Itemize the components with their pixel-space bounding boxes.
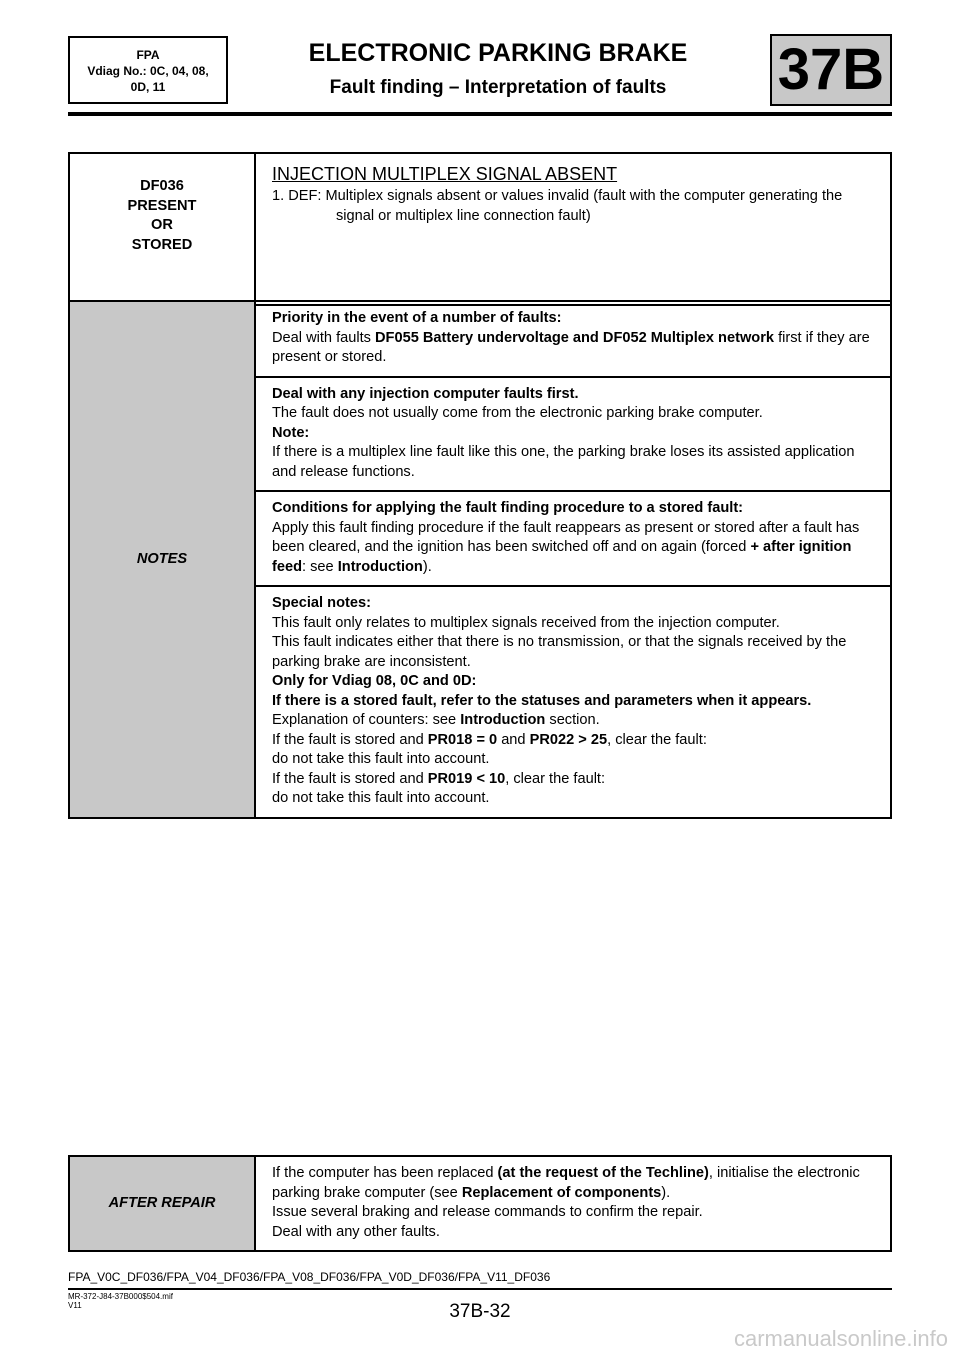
special-line-2: This fault indicates either that there is no transmission, or that the signals received by the parking brake are inconsistent.: [272, 634, 847, 670]
special-vdiag-note: Only for Vdiag 08, 0C and 0D:: [272, 673, 477, 689]
c1-text: If the fault is stored and: [272, 731, 428, 748]
after-repair-table: [68, 1155, 892, 1252]
special-condition-1-line-2: do not take this fault into account.: [272, 751, 490, 767]
vdiag-line-2: Vdiag No.: 0C, 04, 08,: [87, 64, 209, 78]
after-repair-content-cell: [255, 1156, 891, 1251]
after-text-3: ).: [661, 1184, 671, 1201]
conditions-text-2: : see: [302, 558, 338, 575]
special-condition-2-line-2: do not take this fault into account.: [272, 790, 490, 806]
vdiag-box: [68, 36, 228, 104]
after-repair-text: [272, 1164, 878, 1203]
footer-mif-version: V11: [68, 1301, 82, 1310]
vdiag-line-1: FPA: [136, 48, 160, 62]
footer-rule: [68, 1288, 892, 1290]
after-text-1: If the computer has been replaced: [272, 1165, 498, 1181]
c2-pr019: PR019 < 10: [427, 770, 506, 787]
conditions-text: [272, 519, 878, 578]
counters-text: Explanation of counters: see: [272, 712, 461, 728]
injection-heading: Deal with any injection computer faults first.: [272, 385, 579, 402]
injection-note-label: Note:: [272, 424, 310, 441]
injection-line-2: If there is a multiplex line fault like this one, the parking brake loses its assisted application and release functions.: [272, 444, 855, 480]
fault-status-or: OR: [151, 217, 173, 233]
fault-status-stored: STORED: [131, 236, 193, 253]
fault-code: DF036: [140, 178, 184, 194]
after-repair-line-2: Issue several braking and release commands to confirm the repair.: [272, 1204, 703, 1220]
watermark: carmanualsonline.info: [733, 1326, 948, 1351]
fault-status-cell: [69, 153, 255, 305]
after-repair-line-3: Deal with any other faults.: [272, 1223, 440, 1240]
special-stored-note: If there is a stored fault, refer to the statuses and parameters when it appears.: [272, 692, 812, 709]
fault-description-cell: [255, 153, 891, 305]
notes-label: NOTES: [136, 550, 188, 567]
notes-injection-cell: [255, 377, 891, 492]
priority-heading: Priority in the event of a number of faults:: [272, 310, 562, 326]
priority-text-1: Deal with faults: [272, 329, 376, 346]
c2-end: , clear the fault:: [505, 770, 606, 787]
special-heading: Special notes:: [272, 595, 371, 611]
fault-table: [68, 152, 892, 306]
counters-end: section.: [545, 712, 600, 728]
page-subtitle: Fault finding – Interpretation of faults: [329, 77, 667, 98]
conditions-text-3: ).: [422, 558, 432, 575]
notes-label-cell: [69, 301, 255, 818]
after-replacement-ref: Replacement of components: [461, 1184, 662, 1201]
page-number: 37B-32: [449, 1301, 511, 1322]
injection-line-1: The fault does not usually come from the electronic parking brake computer.: [272, 405, 763, 421]
conditions-introduction-ref: Introduction: [337, 558, 423, 575]
counters-introduction-ref: Introduction: [460, 712, 546, 728]
priority-text: [272, 329, 878, 368]
notes-conditions-cell: [255, 491, 891, 586]
special-counters: [272, 711, 878, 731]
after-text-2: , initialise the electronic parking brake computer (see: [272, 1165, 860, 1201]
page-title: ELECTRONIC PARKING BRAKE: [308, 39, 688, 67]
c1-pr022: PR022 > 25: [529, 731, 608, 748]
conditions-feed: + after ignition feed: [272, 539, 852, 575]
conditions-heading: Conditions for applying the fault finding procedure to a stored fault:: [272, 500, 744, 516]
fault-definition: 1. DEF: Multiplex signals absent or values invalid (fault with the computer generating the signal or multiplex line connection fault): [272, 188, 843, 224]
conditions-text-1: Apply this fault finding procedure if the fault reappears as present or stored after a fault has been cleared, and the ignition has been switched off and on again (forced: [272, 519, 860, 555]
header-rule: [68, 112, 892, 116]
special-condition-1: [272, 731, 878, 751]
c1-and: and: [497, 731, 530, 748]
footer-reference: FPA_V0C_DF036/FPA_V04_DF036/FPA_V08_DF036/FPA_V0D_DF036/FPA_V11_DF036: [68, 1270, 551, 1284]
fault-status-present: PRESENT: [127, 197, 197, 214]
c1-end: , clear the fault:: [607, 731, 707, 748]
c2-text: If the fault is stored and: [272, 770, 428, 787]
special-line-1: This fault only relates to multiplex signals received from the injection computer.: [272, 614, 780, 631]
priority-faults: DF055 Battery undervoltage and DF052 Multiplex network: [375, 329, 775, 346]
footer-mif-file: MR-372-J84-37B000$504.mif: [68, 1292, 173, 1301]
vdiag-line-3: 0D, 11: [130, 80, 166, 94]
after-techline: (at the request of the Techline): [497, 1165, 709, 1181]
after-repair-label-cell: [69, 1156, 255, 1251]
priority-text-2: first if they are present or stored.: [272, 329, 870, 365]
c1-pr018: PR018 = 0: [427, 731, 498, 748]
after-repair-label: AFTER REPAIR: [108, 1194, 216, 1211]
fault-title: INJECTION MULTIPLEX SIGNAL ABSENT: [272, 164, 618, 184]
special-condition-2: [272, 770, 878, 790]
section-code-badge: 37B: [770, 34, 892, 106]
notes-special-cell: [255, 586, 891, 818]
notes-priority-cell: [255, 301, 891, 377]
notes-table: [68, 300, 892, 819]
